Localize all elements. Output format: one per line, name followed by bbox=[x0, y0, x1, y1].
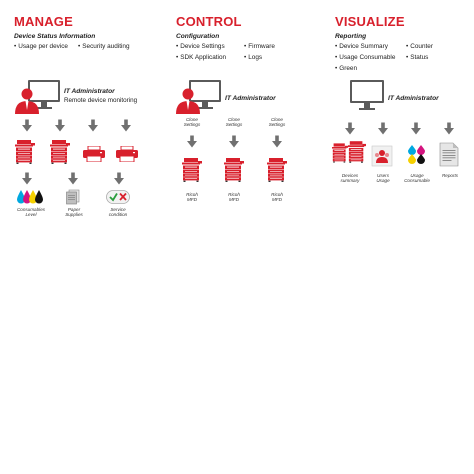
arrow-down-icon bbox=[187, 135, 197, 148]
arrow-down-icon bbox=[22, 119, 32, 132]
mfd-printer-icon bbox=[267, 158, 287, 182]
report-devices-summary-label: Devices summary bbox=[340, 173, 360, 184]
users-usage-icon bbox=[372, 146, 392, 166]
arrow-down-icon bbox=[444, 122, 454, 135]
arrow-down-icon bbox=[378, 122, 388, 135]
outcome-consumables-label: Consumables Level bbox=[16, 207, 46, 218]
arrow-down-icon bbox=[411, 122, 421, 135]
control-bullet-device-settings: • Device Settings bbox=[176, 43, 225, 50]
arrow-down-icon bbox=[88, 119, 98, 132]
manage-admin-sub: Remote device monitoring bbox=[64, 97, 138, 104]
visualize-bullet-green: • Green bbox=[335, 65, 357, 72]
ricoh-mfd-label: Ricoh MFD bbox=[228, 192, 240, 203]
arrow-down-icon bbox=[345, 122, 355, 135]
visualize-bullet-usage-consumable: • Usage Consumable bbox=[335, 54, 395, 61]
arrow-down-icon bbox=[68, 172, 78, 185]
report-users-usage-label: Users Usage bbox=[376, 173, 390, 184]
service-condition-icon bbox=[106, 190, 130, 204]
arrow-down-icon bbox=[121, 119, 131, 132]
printer-icon bbox=[116, 146, 138, 162]
visualize-bullet-status: • Status bbox=[406, 54, 428, 61]
monitor-icon bbox=[350, 80, 384, 110]
report-document-icon bbox=[440, 143, 458, 166]
admin-computer-icon bbox=[15, 80, 61, 114]
manage-title: MANAGE bbox=[14, 14, 73, 29]
manage-bullet-security: • Security auditing bbox=[78, 43, 130, 50]
manage-bullet-usage: • Usage per device bbox=[14, 43, 68, 50]
visualize-admin-title: IT Administrator bbox=[388, 95, 439, 102]
outcome-paper-label: Paper Supplies bbox=[65, 207, 83, 218]
visualize-bullet-device-summary: • Device Summary bbox=[335, 43, 388, 50]
control-admin-title: IT Administrator bbox=[225, 95, 276, 102]
printer-icon bbox=[83, 146, 105, 162]
report-reports-label: Reports bbox=[441, 173, 459, 178]
control-subtitle: Configuration bbox=[176, 33, 220, 40]
ink-drops-icon bbox=[408, 145, 426, 163]
ricoh-mfd-label: Ricoh MFD bbox=[271, 192, 283, 203]
arrow-down-icon bbox=[272, 135, 282, 148]
mfd-printer-icon bbox=[348, 141, 366, 163]
arrow-down-icon bbox=[229, 135, 239, 148]
ricoh-mfd-label: Ricoh MFD bbox=[186, 192, 198, 203]
arrow-down-icon bbox=[114, 172, 124, 185]
report-usage-consumable-label: Usage Consumable bbox=[404, 173, 430, 184]
control-title: CONTROL bbox=[176, 14, 242, 29]
mfd-printer-icon bbox=[332, 143, 348, 163]
control-bullet-sdk: • SDK Application bbox=[176, 54, 226, 61]
outcome-service-label: Service condition bbox=[108, 207, 128, 218]
clone-settings-label: Clone Settings bbox=[183, 117, 201, 128]
clone-settings-label: Clone Settings bbox=[225, 117, 243, 128]
mfd-printer-icon bbox=[224, 158, 244, 182]
paper-supplies-icon bbox=[66, 190, 80, 205]
visualize-bullet-counter: • Counter bbox=[406, 43, 433, 50]
visualize-title: VISUALIZE bbox=[335, 14, 405, 29]
manage-admin-title: IT Administrator bbox=[64, 88, 115, 95]
mfd-printer-icon bbox=[15, 140, 35, 164]
mfd-printer-icon bbox=[50, 140, 70, 164]
control-bullet-firmware: • Firmware bbox=[244, 43, 275, 50]
mfd-printer-icon bbox=[182, 158, 202, 182]
arrow-down-icon bbox=[22, 172, 32, 185]
admin-computer-icon bbox=[176, 80, 222, 114]
arrow-down-icon bbox=[55, 119, 65, 132]
ink-drops-icon bbox=[17, 190, 43, 204]
clone-settings-label: Clone Settings bbox=[268, 117, 286, 128]
manage-subtitle: Device Status Information bbox=[14, 33, 96, 40]
control-bullet-logs: • Logs bbox=[244, 54, 262, 61]
visualize-subtitle: Reporting bbox=[335, 33, 367, 40]
